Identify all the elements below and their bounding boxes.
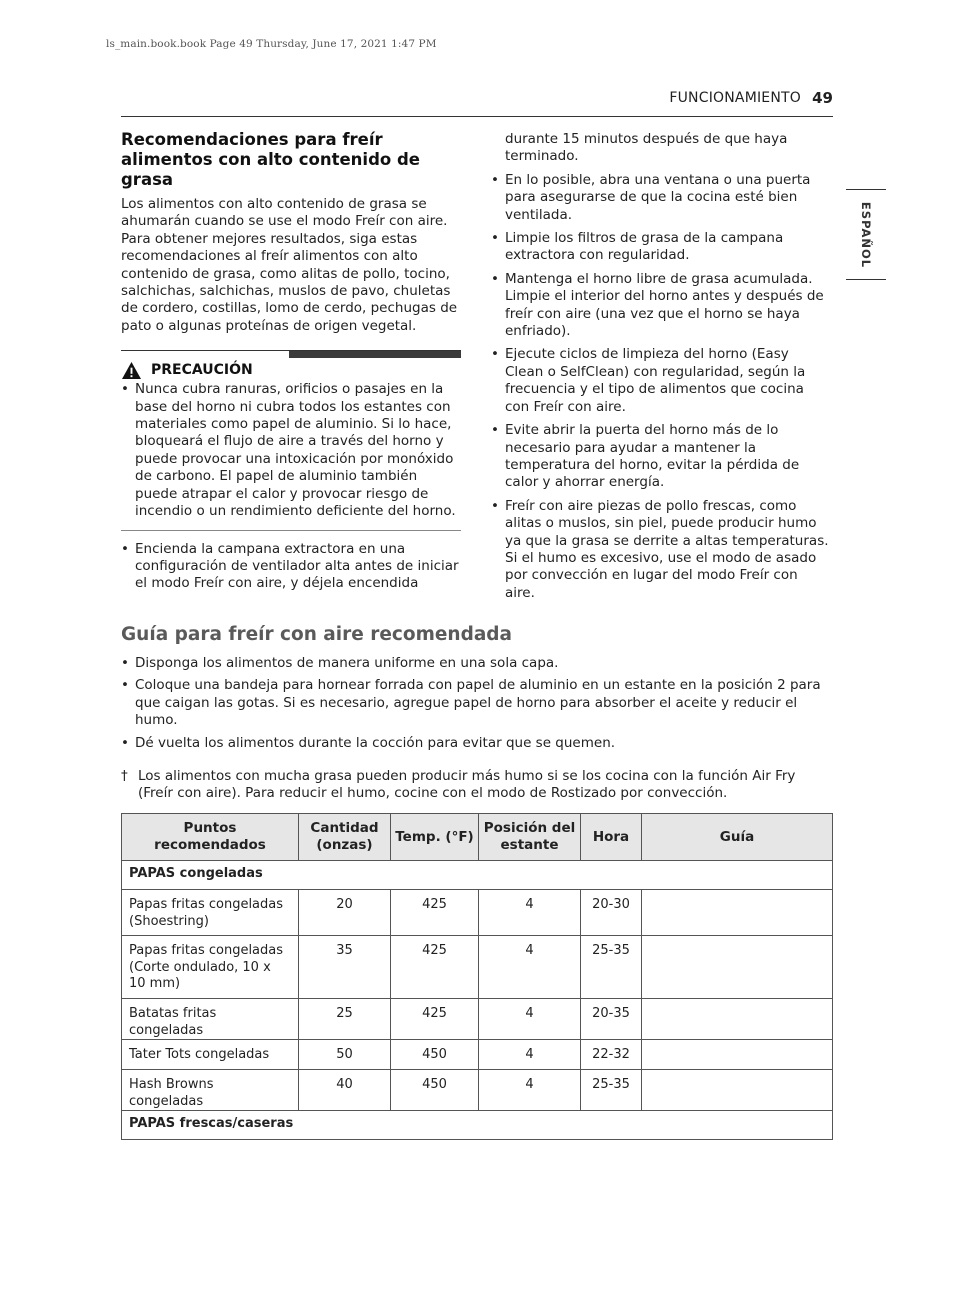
col-header-rack: Posición del estante: [479, 814, 581, 861]
cell-guide: [642, 890, 833, 936]
guide-list: [121, 655, 833, 752]
list-item-continuation: durante 15 minutos después de que haya terminado.: [505, 131, 788, 165]
table-row: [122, 999, 833, 1040]
list-item: • Limpie los filtros de grasa de la campana extractora con regularidad.: [491, 230, 831, 265]
cell-guide: [642, 999, 833, 1040]
list-item: • Mantenga el horno libre de grasa acumulada. Limpie el interior del horno antes y después de freír con aire (una vez que el horno se haya enfriado).: [491, 271, 831, 341]
cell-qty: 25: [299, 999, 391, 1040]
list-item: • Evite abrir la puerta del horno más de lo necesario para ayudar a mantener la temperatura del horno, evitar la pérdida de calor y ahorrar energía.: [491, 422, 831, 492]
footnote-text: Los alimentos con mucha grasa pueden producir más humo si se los cocina con la función Air Fry (Freír con aire). Para reducir el humo, cocine con el modo de Rostizado por convección.: [138, 768, 796, 802]
cell-temp: 425: [391, 999, 479, 1040]
col-header-qty: Cantidad (onzas): [299, 814, 391, 861]
caution-box: [121, 350, 461, 530]
cell-time: 22-32: [581, 1040, 642, 1070]
cell-time: 25-35: [581, 1070, 642, 1111]
dagger-mark: †: [121, 768, 128, 785]
list-item: • Ejecute ciclos de limpieza del horno (Easy Clean o SelfClean) con regularidad, según la frecuencia y el tipo de alimentos que cocina con Freír con aire.: [491, 346, 831, 416]
right-list: [491, 131, 831, 602]
footnote: [121, 768, 833, 803]
table-group-row: [122, 861, 833, 890]
cell-item: Tater Tots congeladas: [122, 1040, 299, 1070]
col-header-item: Puntos recomendados: [122, 814, 299, 861]
cell-guide: [642, 1040, 833, 1070]
col-header-time: Hora: [581, 814, 642, 861]
cell-item: Papas fritas congeladas (Corte ondulado, 10 x 10 mm): [122, 936, 299, 999]
high-fat-intro: Los alimentos con alto contenido de grasa se ahumarán cuando se use el modo Freír con aire. Para obtener mejores resultados, siga estas recomendaciones al freír alimentos con alto contenido de grasa, como alitas de pollo, tocino, salchichas, salchichas, muslos de pavo, chuletas de cordero, costillas, lomo de cerdo, pechugas de pato o algunas proteínas de origen vegetal.: [121, 196, 458, 334]
cell-rack: 4: [479, 936, 581, 999]
caution-title: [121, 359, 461, 381]
cell-rack: 4: [479, 999, 581, 1040]
cell-temp: 450: [391, 1070, 479, 1111]
table-row: [122, 1070, 833, 1111]
air-fry-guide: [121, 624, 833, 803]
language-tab: [846, 189, 886, 280]
cell-guide: [642, 936, 833, 999]
table-row: [122, 1040, 833, 1070]
left-list: [121, 541, 461, 593]
cell-rack: 4: [479, 1040, 581, 1070]
page-number: 49: [812, 89, 833, 107]
caution-item: • Nunca cubra ranuras, orificios o pasajes en la base del horno ni cubra todos los estantes con materiales como papel de aluminio. Si lo hace, bloqueará el flujo de aire a través del horno y puede provocar una intoxicación por monóxido de carbono. El papel de aluminio también puede atrapar el calor y provocar riesgo de incendio o un rendimiento deficiente del horno.: [121, 381, 461, 520]
cell-item: Hash Browns congeladas: [122, 1070, 299, 1111]
cell-item: Batatas fritas congeladas: [122, 999, 299, 1040]
list-item: • Dé vuelta los alimentos durante la cocción para evitar que se quemen.: [121, 735, 833, 752]
cell-time: 20-35: [581, 999, 642, 1040]
section-title: FUNCIONAMIENTO: [669, 90, 801, 106]
cell-temp: 450: [391, 1040, 479, 1070]
list-item: • Coloque una bandeja para hornear forrada con papel de aluminio en un estante en la posición 2 para que caigan las gotas. Si es necesario, agregue papel de horno para absorber el aceite y reducir el humo.: [121, 677, 833, 729]
col-header-temp: Temp. (°F): [391, 814, 479, 861]
right-column: [491, 131, 831, 608]
list-item: • Disponga los alimentos de manera uniforme en una sola capa.: [121, 655, 833, 672]
high-fat-heading: Recomendaciones para freír alimentos con alto contenido de grasa: [121, 130, 420, 189]
table-row: [122, 936, 833, 999]
cell-guide: [642, 1070, 833, 1111]
cell-qty: 20: [299, 890, 391, 936]
group-label: PAPAS congeladas: [122, 861, 833, 890]
table-group-row: [122, 1111, 833, 1140]
caution-list: [121, 381, 461, 520]
cell-rack: 4: [479, 890, 581, 936]
recommendation-table: [121, 813, 833, 1140]
caution-divider: [121, 530, 461, 531]
list-item: • Freír con aire piezas de pollo frescas, como alitas o muslos, sin piel, puede producir humo ya que la grasa se derrite a altas temperaturas. Si el humo es excesivo, use el modo de asado por convección en lugar del modo Freír con aire.: [491, 498, 831, 602]
list-item: • Encienda la campana extractora en una configuración de ventilador alta antes de iniciar el modo Freír con aire, y déjela encendida: [121, 541, 461, 593]
warning-triangle-icon: [121, 361, 142, 380]
cell-qty: 50: [299, 1040, 391, 1070]
print-mark: ls_main.book.book Page 49 Thursday, June 17, 2021 1:47 PM: [106, 38, 437, 50]
cell-qty: 35: [299, 936, 391, 999]
group-label: PAPAS frescas/caseras: [122, 1111, 833, 1140]
cell-temp: 425: [391, 936, 479, 999]
cell-temp: 425: [391, 890, 479, 936]
caution-label: PRECAUCIÓN: [151, 362, 253, 379]
col-header-guide: Guía: [642, 814, 833, 861]
table-header-row: [122, 814, 833, 861]
cell-item: Papas fritas congeladas (Shoestring): [122, 890, 299, 936]
page-header: [121, 88, 833, 117]
cell-rack: 4: [479, 1070, 581, 1111]
language-tab-label: ESPAÑOL: [859, 201, 873, 268]
caution-bar: [121, 350, 461, 359]
cell-qty: 40: [299, 1070, 391, 1111]
list-item: • En lo posible, abra una ventana o una puerta para asegurarse de que la cocina esté bien ventilada.: [491, 172, 831, 224]
table-row: [122, 890, 833, 936]
cell-time: 25-35: [581, 936, 642, 999]
guide-title: Guía para freír con aire recomendada: [121, 624, 513, 645]
left-column: [121, 130, 461, 599]
cell-time: 20-30: [581, 890, 642, 936]
